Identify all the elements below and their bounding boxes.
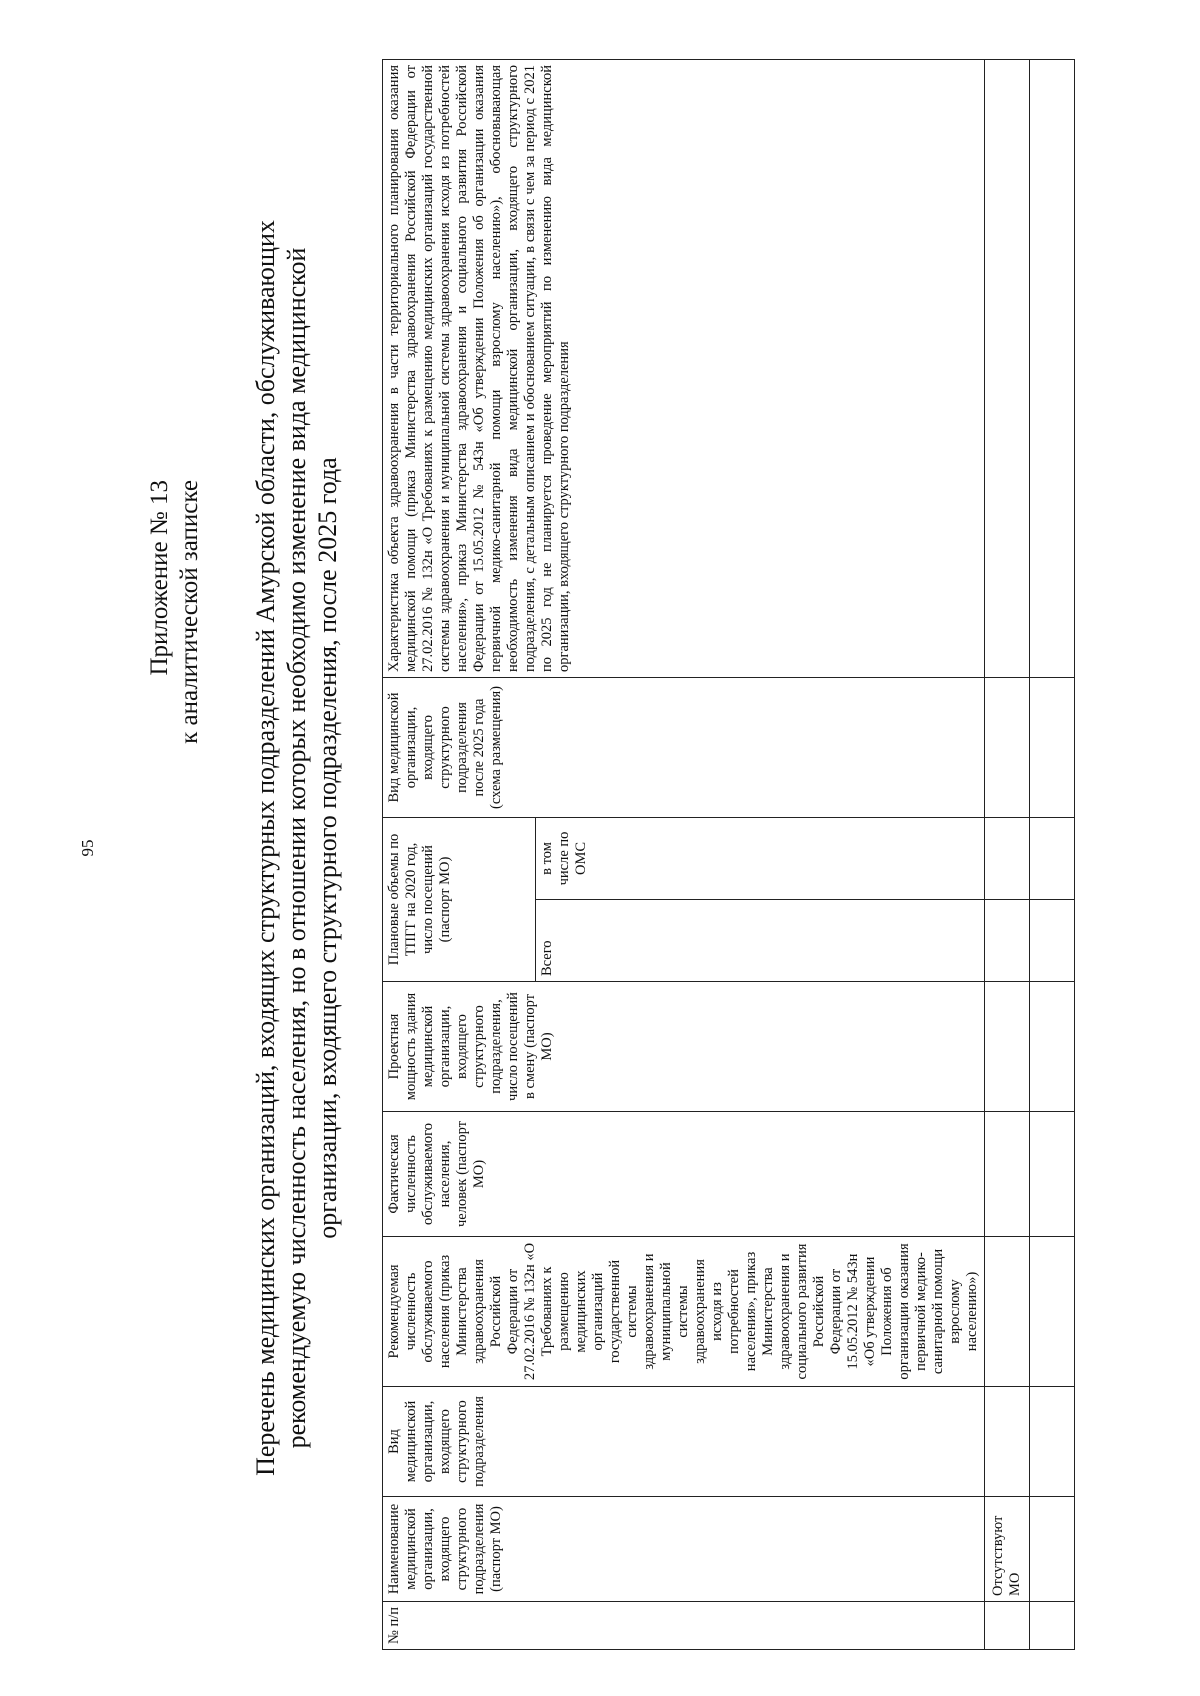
empty-cell bbox=[1030, 1237, 1075, 1387]
title-line-2: рекомендуемую численность населения, но в отношении которых необходимо изменение вида медицинской bbox=[282, 247, 311, 1449]
document-title bbox=[250, 80, 343, 1616]
table-header-row bbox=[383, 59, 536, 1649]
cell-actual bbox=[985, 1112, 1030, 1237]
empty-cell bbox=[1030, 59, 1075, 677]
organizations-table bbox=[382, 59, 1075, 1650]
empty-cell bbox=[1030, 982, 1075, 1112]
empty-cell bbox=[1030, 1112, 1075, 1237]
header-type: Вид медицинской организации, входящего структурного подразделения bbox=[383, 1387, 985, 1497]
header-recommended: Рекомендуемая численность обслуживаемого населения (приказ Министерства здравоохранения Российской Федерации от 27.02.2016 № 132н «О Требованиях к размещению медицинских организаций государственной системы здравоохранения и муниципальной системы здравоохранения исходя из потребностей населения», приказ Министерства здравоохранения и социального развития Российской Федерации от 15.05.2012 № 543н «Об утверждении Положения об организации оказания первичной медико-санитарной помощи взрослому населению») bbox=[383, 1237, 985, 1387]
header-actual: Фактическая численность обслуживаемого населения, человек (паспорт МО) bbox=[383, 1112, 985, 1237]
appendix-line-1: Приложение № 13 bbox=[146, 480, 173, 676]
title-line-3: организации, входящего структурного подразделения, после 2025 года bbox=[313, 457, 342, 1239]
header-type-after: Вид медицинской организации, входящего структурного подразделения после 2025 года (схема размещения) bbox=[383, 677, 985, 817]
empty-cell bbox=[1030, 1497, 1075, 1602]
cell-num bbox=[985, 1602, 1030, 1650]
cell-planned-total bbox=[985, 900, 1030, 982]
cell-type-after bbox=[985, 677, 1030, 817]
header-planned: Плановые объемы по ТПГГ на 2020 год, число посещений (паспорт МО) bbox=[383, 817, 536, 981]
cell-capacity bbox=[985, 982, 1030, 1112]
header-planned-total: Всего bbox=[536, 900, 985, 982]
header-num: № п/п bbox=[383, 1602, 985, 1650]
cell-type bbox=[985, 1387, 1030, 1497]
empty-cell bbox=[1030, 817, 1075, 899]
page-number: 95 bbox=[78, 839, 97, 857]
empty-cell bbox=[1030, 1602, 1075, 1650]
empty-cell bbox=[1030, 677, 1075, 817]
cell-characteristic bbox=[985, 59, 1030, 677]
empty-cell bbox=[1030, 1387, 1075, 1497]
header-planned-oms: в том числе по ОМС bbox=[536, 817, 985, 899]
table-row bbox=[985, 59, 1030, 1649]
appendix-line-2: к аналитической записке bbox=[176, 480, 203, 744]
cell-recommended bbox=[985, 1237, 1030, 1387]
cell-name: Отсутствуют МО bbox=[985, 1497, 1030, 1602]
header-name: Наименование медицинской организации, входящего структурного подразделения (паспорт МО) bbox=[383, 1497, 985, 1602]
header-characteristic: Характеристика объекта здравоохранения в части территориального планирования оказания медицинской помощи (приказ Министерства здравоохранения Российской Федерации от 27.02.2016 № 132н «О Требованиях к размещению медицинских организаций государственной системы здравоохранения и муниципальной системы здравоохранения исходя из потребностей населения», приказ Министерства здравоохранения и социального развития Российской Федерации от 15.05.2012 № 543н «Об утверждении Положения об организации оказания первичной медико-санитарной помощи взрослому населению»), обосновывающая необходимость изменения вида медицинской организации, входящего структурного подразделения, с детальным описанием и обоснованием ситуации, в связи с чем за период с 2021 по 2025 год не планируется проведение мероприятий по изменению вида медицинской организации, входящего структурного подразделения bbox=[383, 59, 985, 677]
title-line-1: Перечень медицинских организаций, входящих структурных подразделений Амурской области, обслуживающих bbox=[251, 220, 280, 1476]
empty-cell bbox=[1030, 900, 1075, 982]
appendix-heading bbox=[145, 480, 205, 744]
header-capacity: Проектная мощность здания медицинской организации, входящего структурного подразделения, число посещений в смену (паспорт МО) bbox=[383, 982, 985, 1112]
cell-planned-oms bbox=[985, 817, 1030, 899]
table-empty-row bbox=[1030, 59, 1075, 1649]
